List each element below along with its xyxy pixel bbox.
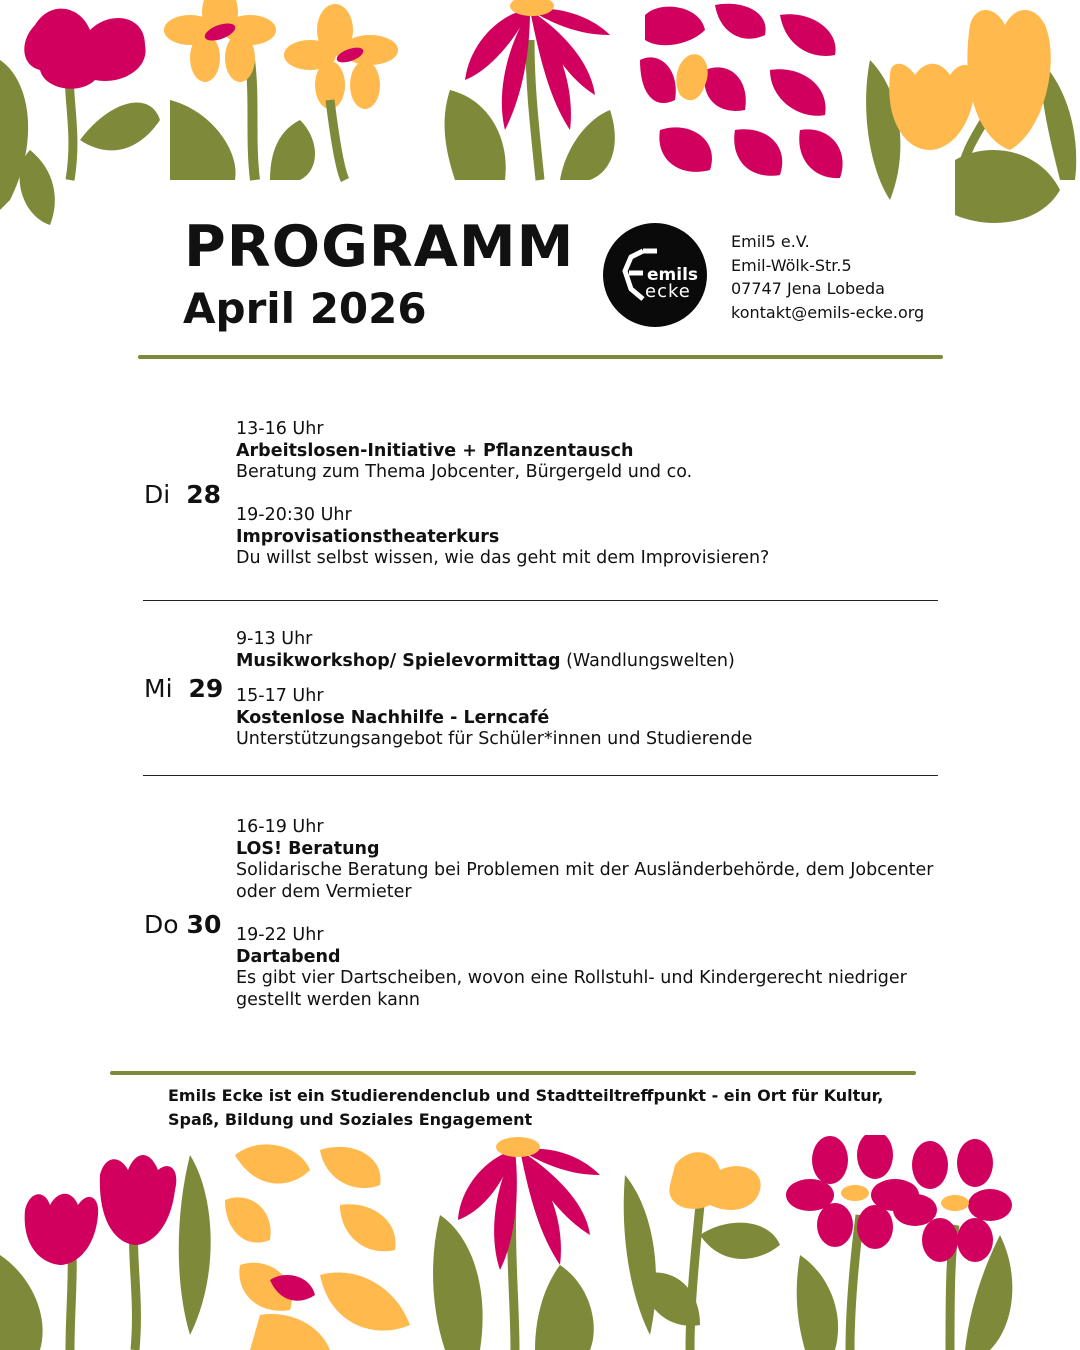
- event-name: Musikworkshop/ Spielevormittag: [236, 650, 561, 671]
- event-item: [236, 629, 936, 672]
- day-label-do: [144, 910, 221, 939]
- event-name: LOS! Beratung: [236, 838, 380, 859]
- address-org: Emil5 e.V.: [731, 232, 810, 251]
- address-street: Emil-Wölk-Str.5: [731, 255, 852, 275]
- emils-ecke-logo: [603, 223, 707, 327]
- page-title: PROGRAMM: [184, 214, 575, 280]
- event-time: 13-16 Uhr: [236, 419, 324, 439]
- address-city: 07747 Jena Lobeda: [731, 279, 885, 298]
- day-label-mi: [144, 674, 223, 703]
- day-weekday: Di: [144, 480, 171, 509]
- day-weekday: Mi: [144, 674, 173, 703]
- event-time: 16-19 Uhr: [236, 817, 324, 837]
- header-divider: [138, 355, 943, 359]
- event-time: 19-20:30 Uhr: [236, 505, 352, 525]
- flower-border-top: [0, 0, 1080, 235]
- logo-text-ecke: ecke: [645, 281, 691, 302]
- flower-border-bottom: [0, 1135, 1080, 1350]
- event-suffix: (Wandlungswelten): [560, 650, 735, 671]
- day-date: 28: [186, 480, 221, 509]
- logo-text-emils: emils: [647, 265, 699, 285]
- flower-illustration-bottom: [0, 1135, 1012, 1350]
- event-name: Kostenlose Nachhilfe - Lerncafé: [236, 707, 550, 728]
- event-description: Du willst selbst wissen, wie das geht mit dem Improvisieren?: [236, 548, 770, 568]
- day-separator: [143, 775, 938, 776]
- day-date: 29: [188, 674, 224, 703]
- day-date: 30: [186, 910, 222, 939]
- event-name: Arbeitslosen-Initiative + Pflanzentausch: [236, 440, 634, 461]
- event-item: [236, 505, 936, 570]
- address-email[interactable]: kontakt@emils-ecke.org: [731, 302, 925, 322]
- event-description: Es gibt vier Dartscheiben, wovon eine Rollstuhl- und Kindergerecht niedriger gestellt werden kann: [236, 968, 907, 1010]
- contact-address: [731, 230, 924, 324]
- event-name: Improvisationstheaterkurs: [236, 526, 500, 547]
- event-item: [236, 925, 936, 1011]
- event-time: 15-17 Uhr: [236, 686, 324, 706]
- event-time: 9-13 Uhr: [236, 629, 313, 649]
- flower-illustration-top: [0, 0, 1076, 225]
- event-item: [236, 817, 936, 903]
- day-separator: [143, 600, 938, 601]
- event-time: 19-22 Uhr: [236, 925, 324, 945]
- page-subtitle: April 2026: [183, 284, 427, 333]
- event-description: Beratung zum Thema Jobcenter, Bürgergeld und co.: [236, 462, 693, 482]
- event-description: Unterstützungsangebot für Schüler*innen und Studierende: [236, 729, 753, 749]
- event-name: Dartabend: [236, 946, 341, 967]
- day-weekday: Do: [144, 910, 179, 939]
- event-item: [236, 686, 936, 751]
- footer-text: Emils Ecke ist ein Studierendenclub und Stadtteiltreffpunkt - ein Ort für Kultur, Spaß, Bildung und Soziales Engagement: [168, 1086, 884, 1129]
- footer-divider: [110, 1071, 916, 1075]
- day-label-di: [144, 480, 221, 509]
- event-item: [236, 419, 936, 484]
- event-description: Solidarische Beratung bei Problemen mit der Ausländerbehörde, dem Jobcenter oder dem Vermieter: [236, 860, 934, 902]
